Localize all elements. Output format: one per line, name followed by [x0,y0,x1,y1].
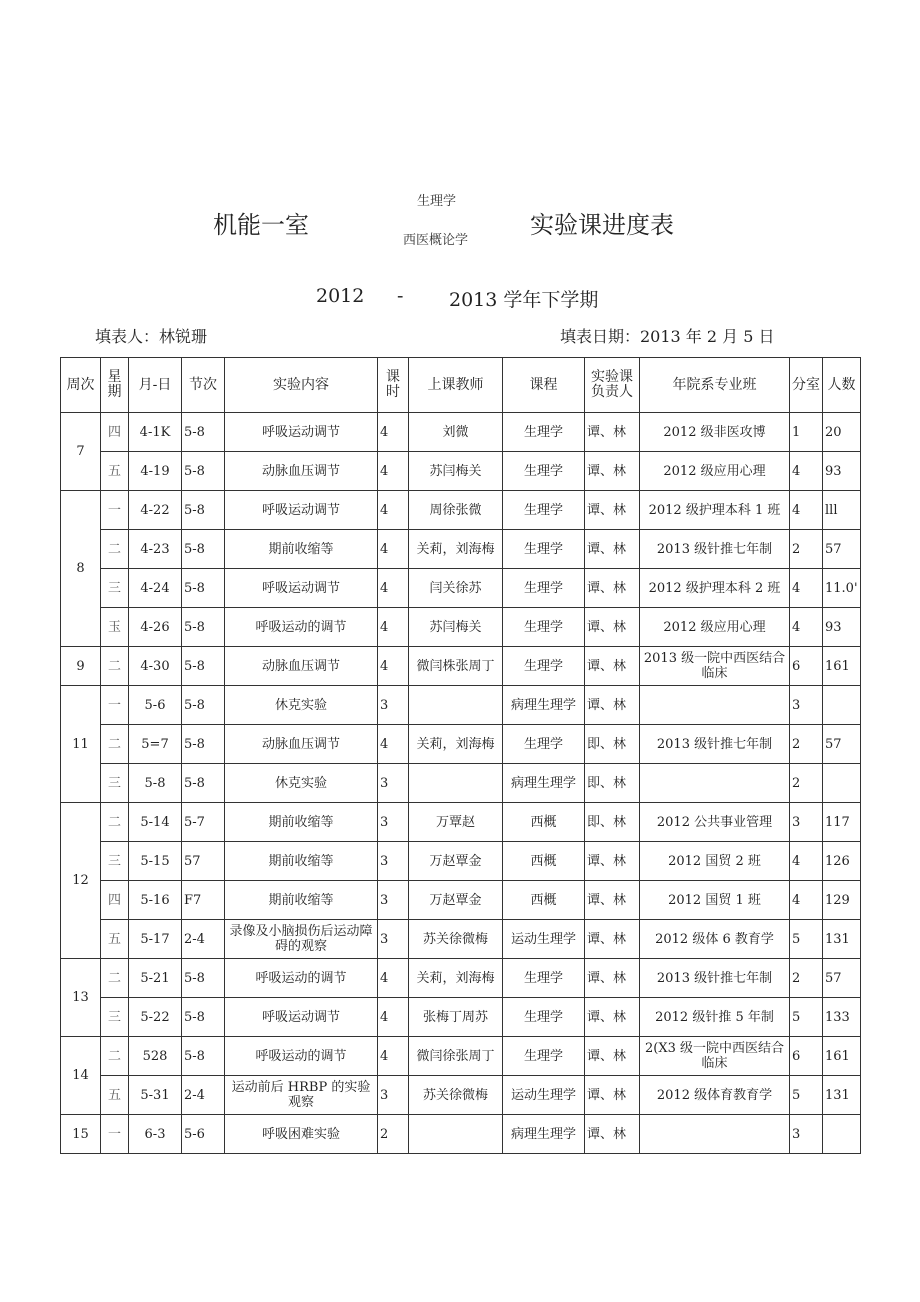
table-row [61,881,861,920]
cell-hours: 4 [378,647,409,686]
cell-content: 呼吸运动调节 [225,998,378,1037]
cell-teacher: 万赵覃金 [409,842,503,881]
cell-date: 6-3 [129,1115,182,1154]
cell-period: 5-8 [182,764,225,803]
table-row [61,608,861,647]
cell-content: 期前收缩等 [225,881,378,920]
cell-owner: 谭、林 [585,920,640,959]
table-row [61,452,861,491]
cell-class: 2012 级护理本科 1 班 [640,491,790,530]
cell-period: 5-8 [182,608,225,647]
table-row [61,998,861,1037]
cell-class: 2012 公共事业管理 [640,803,790,842]
cell-period: 5-7 [182,803,225,842]
year-dash: - [397,285,404,307]
table-row [61,920,861,959]
table-row [61,569,861,608]
cell-room: 2 [790,725,823,764]
col-room: 分室 [790,358,823,413]
year-start: 2012 [316,285,365,307]
col-count: 人数 [823,358,861,413]
cell-period: 5-8 [182,569,225,608]
cell-course: 运动生理学 [503,920,585,959]
table-row [61,764,861,803]
cell-course: 运动生理学 [503,1076,585,1115]
cell-weekday: 二 [101,725,129,764]
cell-hours: 3 [378,1076,409,1115]
table-row [61,491,861,530]
cell-content: 呼吸运动的调节 [225,608,378,647]
cell-teacher: 闫关徐苏 [409,569,503,608]
cell-owner: 谭、林 [585,569,640,608]
cell-period: 5-8 [182,959,225,998]
cell-owner: 谭、林 [585,608,640,647]
cell-count: 117 [823,803,861,842]
cell-period: 5-8 [182,686,225,725]
title-left: 机能一室 [213,211,309,239]
cell-count: 57 [823,725,861,764]
cell-class: 2013 级针推七年制 [640,530,790,569]
cell-owner: 即、林 [585,764,640,803]
table-row [61,959,861,998]
cell-date: 4-19 [129,452,182,491]
cell-course: 生理学 [503,491,585,530]
cell-room: 4 [790,881,823,920]
cell-week: 7 [61,413,101,491]
cell-date: 5-31 [129,1076,182,1115]
cell-room: 5 [790,920,823,959]
cell-class: 2012 级非医攻博 [640,413,790,452]
table-row [61,1115,861,1154]
cell-weekday: 二 [101,1037,129,1076]
table-row [61,686,861,725]
cell-count: lll [823,491,861,530]
cell-count [823,764,861,803]
cell-count: 161 [823,647,861,686]
cell-date: 5=7 [129,725,182,764]
cell-content: 休克实验 [225,764,378,803]
table-row [61,842,861,881]
cell-period: F7 [182,881,225,920]
cell-week: 14 [61,1037,101,1115]
cell-content: 呼吸困难实验 [225,1115,378,1154]
cell-content: 期前收缩等 [225,842,378,881]
cell-class [640,764,790,803]
cell-hours: 2 [378,1115,409,1154]
cell-hours: 4 [378,413,409,452]
cell-period: 5-8 [182,530,225,569]
cell-date: 5-16 [129,881,182,920]
cell-count: 131 [823,920,861,959]
cell-course: 病理生理学 [503,764,585,803]
cell-room: 2 [790,959,823,998]
cell-class: 2013 级一院中西医结合临床 [640,647,790,686]
cell-class: 2012 级体育教育学 [640,1076,790,1115]
cell-weekday: 二 [101,647,129,686]
cell-count [823,1115,861,1154]
cell-period: 5-8 [182,1037,225,1076]
cell-course: 生理学 [503,413,585,452]
cell-course: 生理学 [503,608,585,647]
cell-date: 4-24 [129,569,182,608]
cell-hours: 4 [378,998,409,1037]
cell-room: 3 [790,1115,823,1154]
cell-weekday: 四 [101,881,129,920]
cell-content: 呼吸运动调节 [225,569,378,608]
cell-period: 57 [182,842,225,881]
cell-course: 生理学 [503,530,585,569]
cell-course: 病理生理学 [503,686,585,725]
cell-date: 5-6 [129,686,182,725]
col-class: 年院系专业班 [640,358,790,413]
cell-owner: 谭、林 [585,842,640,881]
cell-hours: 3 [378,881,409,920]
cell-course: 病理生理学 [503,1115,585,1154]
cell-period: 5-8 [182,413,225,452]
cell-date: 5-22 [129,998,182,1037]
table-row [61,530,861,569]
col-weekday: 星期 [101,358,129,413]
cell-course: 生理学 [503,1037,585,1076]
cell-date: 4-22 [129,491,182,530]
col-teacher: 上课教师 [409,358,503,413]
cell-week: 15 [61,1115,101,1154]
cell-course: 西概 [503,842,585,881]
cell-content: 呼吸运动调节 [225,491,378,530]
col-period: 节次 [182,358,225,413]
cell-count [823,686,861,725]
cell-course: 生理学 [503,998,585,1037]
cell-weekday: 五 [101,920,129,959]
cell-class: 2012 国贸 1 班 [640,881,790,920]
cell-period: 5-8 [182,452,225,491]
cell-date: 5-21 [129,959,182,998]
cell-room: 4 [790,569,823,608]
cell-class: 2012 级应用心理 [640,452,790,491]
cell-owner: 谭、林 [585,413,640,452]
cell-teacher: 周徐张微 [409,491,503,530]
cell-class: 2012 级体 6 教育学 [640,920,790,959]
cell-date: 5-8 [129,764,182,803]
cell-week: 11 [61,686,101,803]
cell-teacher: 万覃赵 [409,803,503,842]
cell-room: 4 [790,452,823,491]
cell-owner: 谭、林 [585,452,640,491]
cell-course: 生理学 [503,452,585,491]
year-end: 2013 学年下学期 [449,289,599,311]
col-date: 月-日 [129,358,182,413]
cell-period: 5-8 [182,998,225,1037]
cell-teacher: 关莉，刘海梅 [409,725,503,764]
cell-weekday: 四 [101,413,129,452]
cell-teacher: 关莉，刘海梅 [409,959,503,998]
cell-room: 1 [790,413,823,452]
cell-hours: 4 [378,1037,409,1076]
cell-weekday: 一 [101,1115,129,1154]
cell-date: 528 [129,1037,182,1076]
cell-hours: 4 [378,491,409,530]
cell-teacher [409,764,503,803]
fill-date-label: 填表日期：2013 年 2 月 5 日 [560,327,775,346]
table-row [61,1076,861,1115]
cell-teacher: 微闫株张周丁 [409,647,503,686]
cell-room: 6 [790,1037,823,1076]
cell-owner: 谭、林 [585,1037,640,1076]
table-row [61,413,861,452]
cell-owner: 即、林 [585,803,640,842]
title-sub-bottom: 西医概论学 [403,233,469,248]
cell-content: 运动前后 HRBP 的实验观察 [225,1076,378,1115]
cell-room: 4 [790,608,823,647]
cell-count: 93 [823,608,861,647]
title-right: 实验课进度表 [530,211,674,239]
cell-date: 4-23 [129,530,182,569]
cell-teacher: 张梅丁周苏 [409,998,503,1037]
cell-period: 5-6 [182,1115,225,1154]
cell-count: 129 [823,881,861,920]
cell-date: 4-26 [129,608,182,647]
cell-teacher [409,1115,503,1154]
cell-week: 13 [61,959,101,1037]
cell-count: 57 [823,530,861,569]
cell-weekday: 二 [101,803,129,842]
cell-content: 录像及小脑损伤后运动障碍的观察 [225,920,378,959]
cell-content: 休克实验 [225,686,378,725]
cell-weekday: 五 [101,1076,129,1115]
cell-owner: 谭、林 [585,491,640,530]
cell-course: 西概 [503,881,585,920]
cell-weekday: 三 [101,998,129,1037]
cell-hours: 3 [378,764,409,803]
cell-room: 6 [790,647,823,686]
cell-teacher: 苏闫梅关 [409,608,503,647]
cell-course: 生理学 [503,647,585,686]
cell-count: 57 [823,959,861,998]
cell-hours: 3 [378,686,409,725]
table-row [61,803,861,842]
cell-period: 5-8 [182,647,225,686]
cell-count: 161 [823,1037,861,1076]
cell-hours: 4 [378,530,409,569]
cell-room: 3 [790,686,823,725]
cell-weekday: 二 [101,530,129,569]
cell-weekday: 二 [101,959,129,998]
cell-date: 5-17 [129,920,182,959]
cell-content: 期前收缩等 [225,803,378,842]
table-row [61,1037,861,1076]
cell-weekday: 三 [101,842,129,881]
cell-content: 呼吸运动的调节 [225,959,378,998]
cell-hours: 3 [378,920,409,959]
cell-course: 生理学 [503,569,585,608]
cell-owner: 谭、林 [585,647,640,686]
cell-teacher: 苏关徐微梅 [409,1076,503,1115]
cell-weekday: 三 [101,764,129,803]
cell-hours: 4 [378,608,409,647]
cell-week: 9 [61,647,101,686]
cell-period: 2-4 [182,920,225,959]
cell-course: 生理学 [503,959,585,998]
cell-content: 呼吸运动调节 [225,413,378,452]
cell-teacher: 苏关徐微梅 [409,920,503,959]
cell-room: 2 [790,764,823,803]
cell-count: 131 [823,1076,861,1115]
cell-class [640,1115,790,1154]
cell-week: 12 [61,803,101,959]
cell-weekday: 五 [101,452,129,491]
cell-content: 动脉血压调节 [225,725,378,764]
filler-label: 填表人：林锐珊 [95,327,208,346]
cell-class [640,686,790,725]
col-hours: 课时 [378,358,409,413]
cell-hours: 3 [378,842,409,881]
cell-date: 4-1K [129,413,182,452]
title-sub-top: 生理学 [417,194,457,209]
cell-room: 4 [790,491,823,530]
cell-count: 20 [823,413,861,452]
cell-teacher [409,686,503,725]
col-week: 周次 [61,358,101,413]
cell-class: 2013 级针推七年制 [640,725,790,764]
cell-teacher: 万赵覃金 [409,881,503,920]
cell-teacher: 苏闫梅关 [409,452,503,491]
table-header-row [61,358,861,413]
cell-owner: 谭、林 [585,1115,640,1154]
cell-owner: 谭、林 [585,959,640,998]
cell-period: 5-8 [182,725,225,764]
cell-room: 4 [790,842,823,881]
cell-class: 2012 级应用心理 [640,608,790,647]
cell-teacher: 关莉，刘海梅 [409,530,503,569]
cell-teacher: 微闫徐张周丁 [409,1037,503,1076]
cell-owner: 谭、林 [585,530,640,569]
cell-owner: 谭、林 [585,881,640,920]
table-row [61,725,861,764]
col-owner: 实验课负责人 [585,358,640,413]
cell-class: 2012 级护理本科 2 班 [640,569,790,608]
cell-class: 2013 级针推七年制 [640,959,790,998]
cell-hours: 3 [378,803,409,842]
cell-period: 5-8 [182,491,225,530]
cell-course: 西概 [503,803,585,842]
schedule-table [60,357,861,1154]
cell-weekday: 玉 [101,608,129,647]
cell-room: 5 [790,998,823,1037]
cell-owner: 谭、林 [585,998,640,1037]
cell-owner: 谭、林 [585,686,640,725]
cell-weekday: 一 [101,686,129,725]
cell-count: 133 [823,998,861,1037]
cell-content: 呼吸运动的调节 [225,1037,378,1076]
cell-hours: 4 [378,452,409,491]
cell-owner: 即、林 [585,725,640,764]
col-content: 实验内容 [225,358,378,413]
cell-hours: 4 [378,569,409,608]
cell-course: 生理学 [503,725,585,764]
cell-hours: 4 [378,959,409,998]
cell-count: 126 [823,842,861,881]
cell-class: 2012 国贸 2 班 [640,842,790,881]
col-course: 课程 [503,358,585,413]
cell-content: 期前收缩等 [225,530,378,569]
cell-count: 93 [823,452,861,491]
cell-content: 动脉血压调节 [225,647,378,686]
cell-count: 11.0' [823,569,861,608]
cell-class: 2(X3 级一院中西医结合临床 [640,1037,790,1076]
cell-weekday: 一 [101,491,129,530]
cell-period: 2-4 [182,1076,225,1115]
cell-date: 5-15 [129,842,182,881]
cell-week: 8 [61,491,101,647]
cell-date: 4-30 [129,647,182,686]
cell-teacher: 刘微 [409,413,503,452]
cell-room: 5 [790,1076,823,1115]
cell-room: 2 [790,530,823,569]
cell-owner: 谭、林 [585,1076,640,1115]
cell-content: 动脉血压调节 [225,452,378,491]
table-row [61,647,861,686]
cell-weekday: 三 [101,569,129,608]
cell-hours: 4 [378,725,409,764]
cell-class: 2012 级针推 5 年制 [640,998,790,1037]
cell-date: 5-14 [129,803,182,842]
cell-room: 3 [790,803,823,842]
